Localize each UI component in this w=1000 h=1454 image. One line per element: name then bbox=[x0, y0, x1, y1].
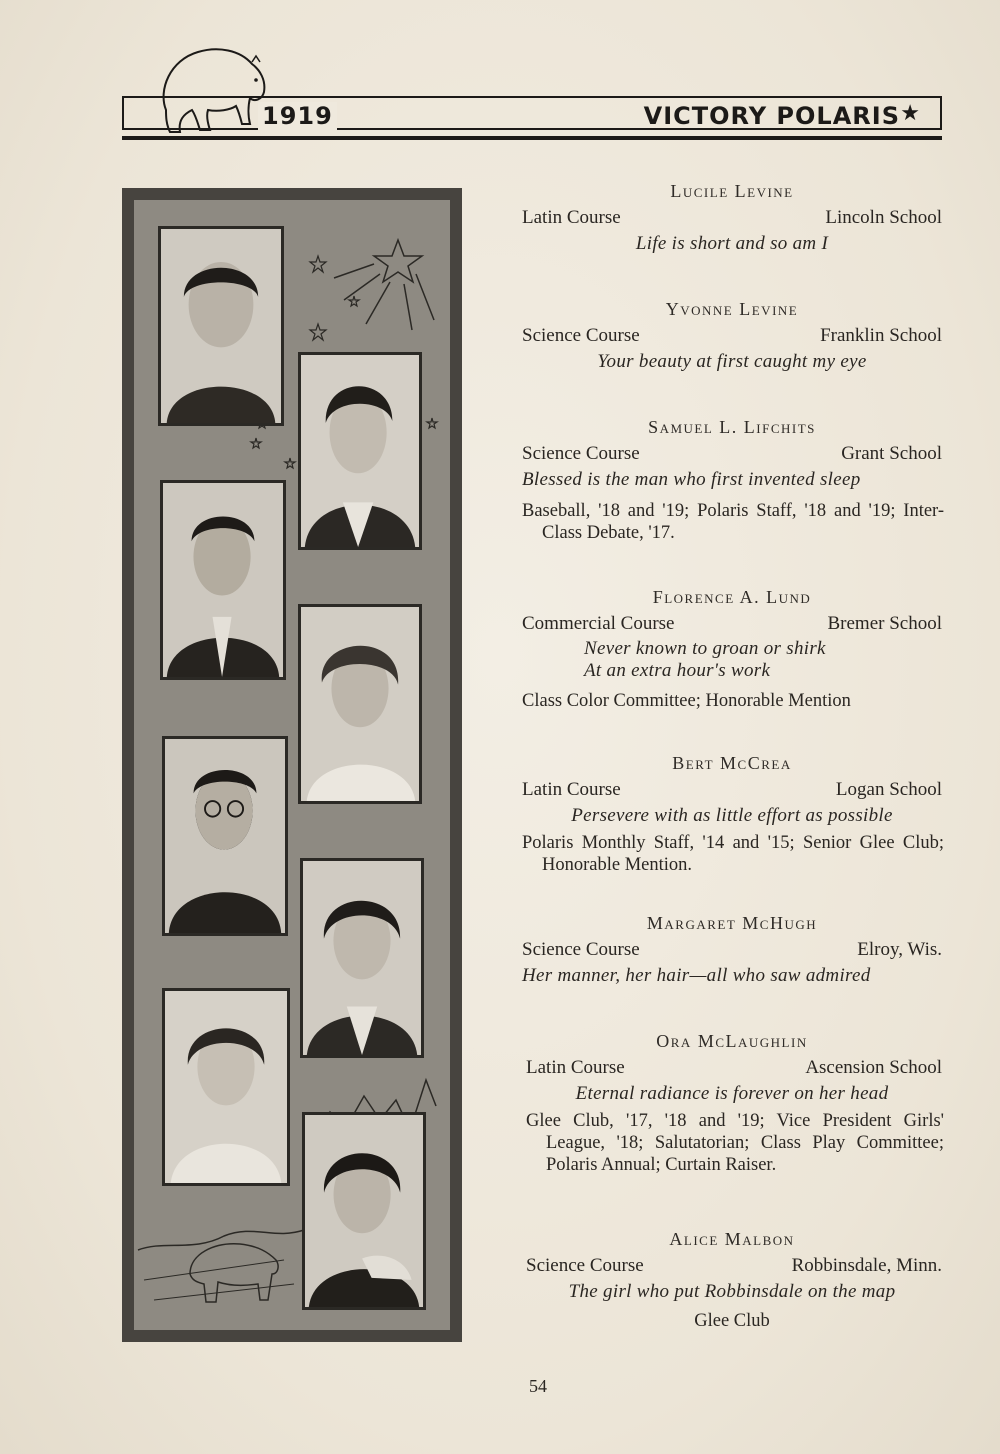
course-row bbox=[520, 610, 944, 638]
course: Latin Course bbox=[522, 207, 621, 228]
student-name: Lucile Levine bbox=[670, 181, 794, 201]
student-name: Florence A. Lund bbox=[652, 587, 812, 607]
school: Bremer School bbox=[827, 613, 942, 634]
student-entry bbox=[520, 1226, 944, 1332]
portrait-photo bbox=[162, 736, 288, 936]
photo-panel-inner bbox=[134, 200, 450, 1330]
course-row bbox=[520, 204, 944, 232]
school: Grant School bbox=[841, 443, 942, 464]
header-title: VICTORY POLARIS bbox=[643, 102, 900, 130]
school: Lincoln School bbox=[825, 207, 942, 228]
student-entry bbox=[520, 584, 944, 712]
student-name: Alice Malbon bbox=[669, 1229, 795, 1249]
school: Logan School bbox=[835, 779, 942, 800]
course: Latin Course bbox=[526, 1057, 625, 1078]
photo-panel bbox=[122, 188, 462, 1342]
student-entry bbox=[520, 1028, 944, 1176]
portrait-photo bbox=[302, 1112, 426, 1310]
student-name: Yvonne Levine bbox=[665, 299, 799, 319]
school: Franklin School bbox=[820, 325, 942, 346]
student-entry bbox=[520, 178, 944, 256]
course: Latin Course bbox=[522, 779, 621, 800]
student-entry bbox=[520, 296, 944, 374]
course-row bbox=[520, 776, 944, 804]
portrait-photo bbox=[160, 480, 286, 680]
student-name: Bert McCrea bbox=[672, 753, 792, 773]
polar-bear-drawing bbox=[190, 1244, 278, 1302]
course: Science Course bbox=[522, 939, 640, 960]
motto-line: Never known to groan or shirk bbox=[584, 638, 826, 659]
course: Science Course bbox=[526, 1255, 644, 1276]
motto: Your beauty at first caught my eye bbox=[597, 351, 867, 372]
school: Robbinsdale, Minn. bbox=[791, 1255, 942, 1276]
portrait-photo bbox=[300, 858, 424, 1058]
page-header bbox=[122, 40, 940, 150]
activities: Glee Club bbox=[694, 1311, 770, 1331]
motto: Blessed is the man who first invented sleep bbox=[522, 469, 861, 490]
student-entry bbox=[520, 414, 944, 544]
course-row bbox=[524, 1054, 944, 1082]
activities: Glee Club, '17, '18 and '19; Vice President Girls' League, '18; Salutatorian; Class Play Committee; Polaris Annual; Curtain Raiser. bbox=[526, 1111, 944, 1175]
shooting-star-icon bbox=[334, 240, 434, 330]
student-name: Samuel L. Lifchits bbox=[648, 417, 816, 437]
student-entry bbox=[520, 750, 944, 876]
school: Ascension School bbox=[805, 1057, 942, 1078]
header-year: 1919 bbox=[258, 102, 337, 130]
course-row bbox=[520, 322, 944, 350]
student-entry bbox=[520, 910, 944, 988]
portrait-photo bbox=[298, 604, 422, 804]
course-row bbox=[520, 440, 944, 468]
motto: Persevere with as little effort as possible bbox=[571, 805, 893, 826]
course-row bbox=[524, 1252, 944, 1280]
activities: Baseball, '18 and '19; Polaris Staff, '18 and '19; Inter-Class Debate, '17. bbox=[522, 501, 944, 543]
course: Science Course bbox=[522, 443, 640, 464]
motto: The girl who put Robbinsdale on the map bbox=[568, 1281, 896, 1302]
page-number: 54 bbox=[529, 1376, 547, 1396]
header-rule bbox=[122, 136, 942, 140]
activities: Polaris Monthly Staff, '14 and '15; Senior Glee Club; Honorable Mention. bbox=[522, 833, 944, 875]
student-name: Ora McLaughlin bbox=[656, 1031, 808, 1051]
motto-line: At an extra hour's work bbox=[584, 660, 771, 681]
motto: Her manner, her hair—all who saw admired bbox=[522, 965, 871, 986]
star-icon: ★ bbox=[900, 100, 920, 125]
course-row bbox=[520, 936, 944, 964]
portrait-photo bbox=[158, 226, 284, 426]
portrait-photo bbox=[162, 988, 290, 1186]
portrait-photo bbox=[298, 352, 422, 550]
motto: Life is short and so am I bbox=[635, 233, 829, 254]
course: Commercial Course bbox=[522, 613, 675, 634]
course: Science Course bbox=[522, 325, 640, 346]
school: Elroy, Wis. bbox=[857, 939, 942, 960]
motto: Eternal radiance is forever on her head bbox=[575, 1083, 889, 1104]
student-name: Margaret McHugh bbox=[646, 913, 818, 933]
activities: Class Color Committee; Honorable Mention bbox=[522, 691, 851, 711]
